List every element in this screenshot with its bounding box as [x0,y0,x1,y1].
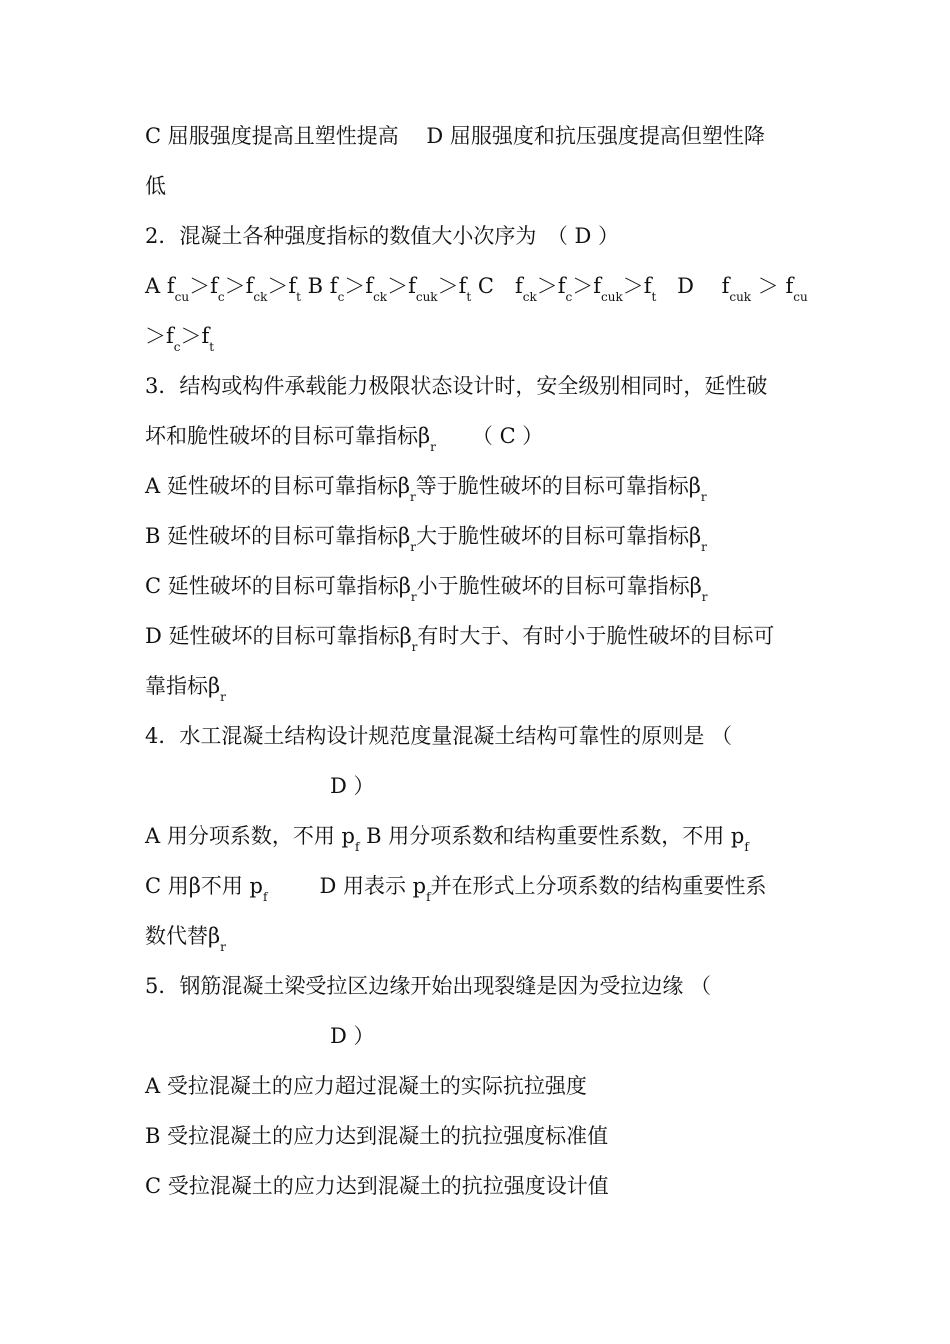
gt-symbol: ＞f [387,274,416,298]
option-text: 有时大于、有时小于脆性破坏的目标可 [417,624,775,648]
subscript: ck [522,290,537,304]
gt-symbol: ＞f [180,324,210,348]
question-5-answer: D ） [330,1024,375,1048]
option-text: A 用分项系数，不用 p [145,824,355,848]
question-4-answer: D ） [330,774,375,798]
option-d-cont [145,672,226,704]
subscript: c [565,290,573,304]
gt-symbol: ＞f [437,274,467,298]
question-5: 5．钢筋混凝土梁受拉区边缘开始出现裂缝是因为受拉边缘 （ [145,974,712,998]
option-c [145,572,708,604]
subscript: cu [793,290,808,304]
option-d-label: D f [677,274,730,298]
option-a-label: A f [145,274,175,298]
subscript: c [337,290,345,304]
option-text: C 延性破坏的目标可靠指标β [145,574,411,598]
subscript: cuk [415,290,438,304]
option-text: D 延性破坏的目标可靠指标β [145,624,412,648]
gt-symbol: ＞f [572,274,602,298]
subscript: ck [253,290,268,304]
option-a: A 受拉混凝土的应力超过混凝土的实际抗拉强度 [145,1074,587,1098]
option-text: D 用表示 p [319,874,427,898]
option-b [145,522,707,554]
question-2-options [145,272,808,304]
text-line-2: 低 [145,174,166,198]
gt-symbol: ＞f [344,274,374,298]
gt-symbol: ＞f [189,274,218,298]
subscript: ck [373,290,388,304]
subscript: cu [174,290,190,304]
q4-options-ab [145,822,749,854]
option-c: C 受拉混凝土的应力达到混凝土的抗拉强度设计值 [145,1174,609,1198]
option-text: 并在形式上分项系数的结构重要性系 [430,874,767,898]
question-3-text: 坏和脆性破坏的目标可靠指标β [145,424,431,448]
option-text: 大于脆性破坏的目标可靠指标β [416,524,702,548]
option-text: 等于脆性破坏的目标可靠指标β [415,474,701,498]
question-3-cont [145,422,544,454]
subscript: f [744,840,749,854]
option-text: A 延性破坏的目标可靠指标β [145,474,410,498]
subscript: f [426,890,431,904]
subscript: t [466,290,472,304]
gt-symbol: ＞f [267,274,297,298]
subscript: t [651,290,657,304]
subscript: t [296,290,301,304]
gt-symbol: ＞f [536,274,566,298]
option-text: 数代替β [145,924,221,948]
option-text: 小于脆性破坏的目标可靠指标β [416,574,702,598]
subscript: r [410,590,417,604]
subscript: r [220,940,226,954]
gt-symbol: ＞f [622,274,652,298]
question-4: 4．水工混凝土结构设计规范度量混凝土结构可靠性的原则是 （ [145,724,733,748]
subscript: cuk [601,290,623,304]
text-line-1: C 屈服强度提高且塑性提高 D 屈服强度和抗压强度提高但塑性降 [145,124,765,148]
question-3: 3．结构或构件承载能力极限状态设计时，安全级别相同时，延性破 [145,374,768,398]
q4-options-cd [145,872,767,904]
option-d [145,622,775,654]
subscript: f [263,890,268,904]
option-a [145,472,707,504]
subscript: c [217,290,225,304]
gt-symbol: ＞f [145,324,174,348]
subscript: c [173,340,181,354]
subscript: r [409,490,416,504]
subscript: f [354,840,360,854]
q4-options-cont [145,922,226,954]
option-c-label: C f [477,274,523,298]
subscript: r [700,490,707,504]
option-b-label: B f [307,274,338,298]
subscript: r [411,640,418,654]
question-2: 2．混凝土各种强度指标的数值大小次序为 （ D ） [145,224,620,248]
option-text: C 用β不用 p [145,874,264,898]
subscript: r [701,540,707,554]
gt-symbol: ＞f [224,274,254,298]
option-text: B 延性破坏的目标可靠指标β [145,524,411,548]
subscript: r [220,690,226,704]
subscript: cuk [729,290,752,304]
subscript: t [209,340,215,354]
option-text: 靠指标β [145,674,221,698]
question-2-options-cont [145,322,215,354]
subscript: r [410,540,416,554]
subscript: r [701,590,708,604]
option-b: B 受拉混凝土的应力达到混凝土的抗拉强度标准值 [145,1124,609,1148]
answer: （ C ） [471,424,544,448]
option-text: B 用分项系数和结构重要性系数，不用 p [366,824,745,848]
gt-symbol: ＞ f [751,274,794,298]
subscript: r [430,440,436,454]
